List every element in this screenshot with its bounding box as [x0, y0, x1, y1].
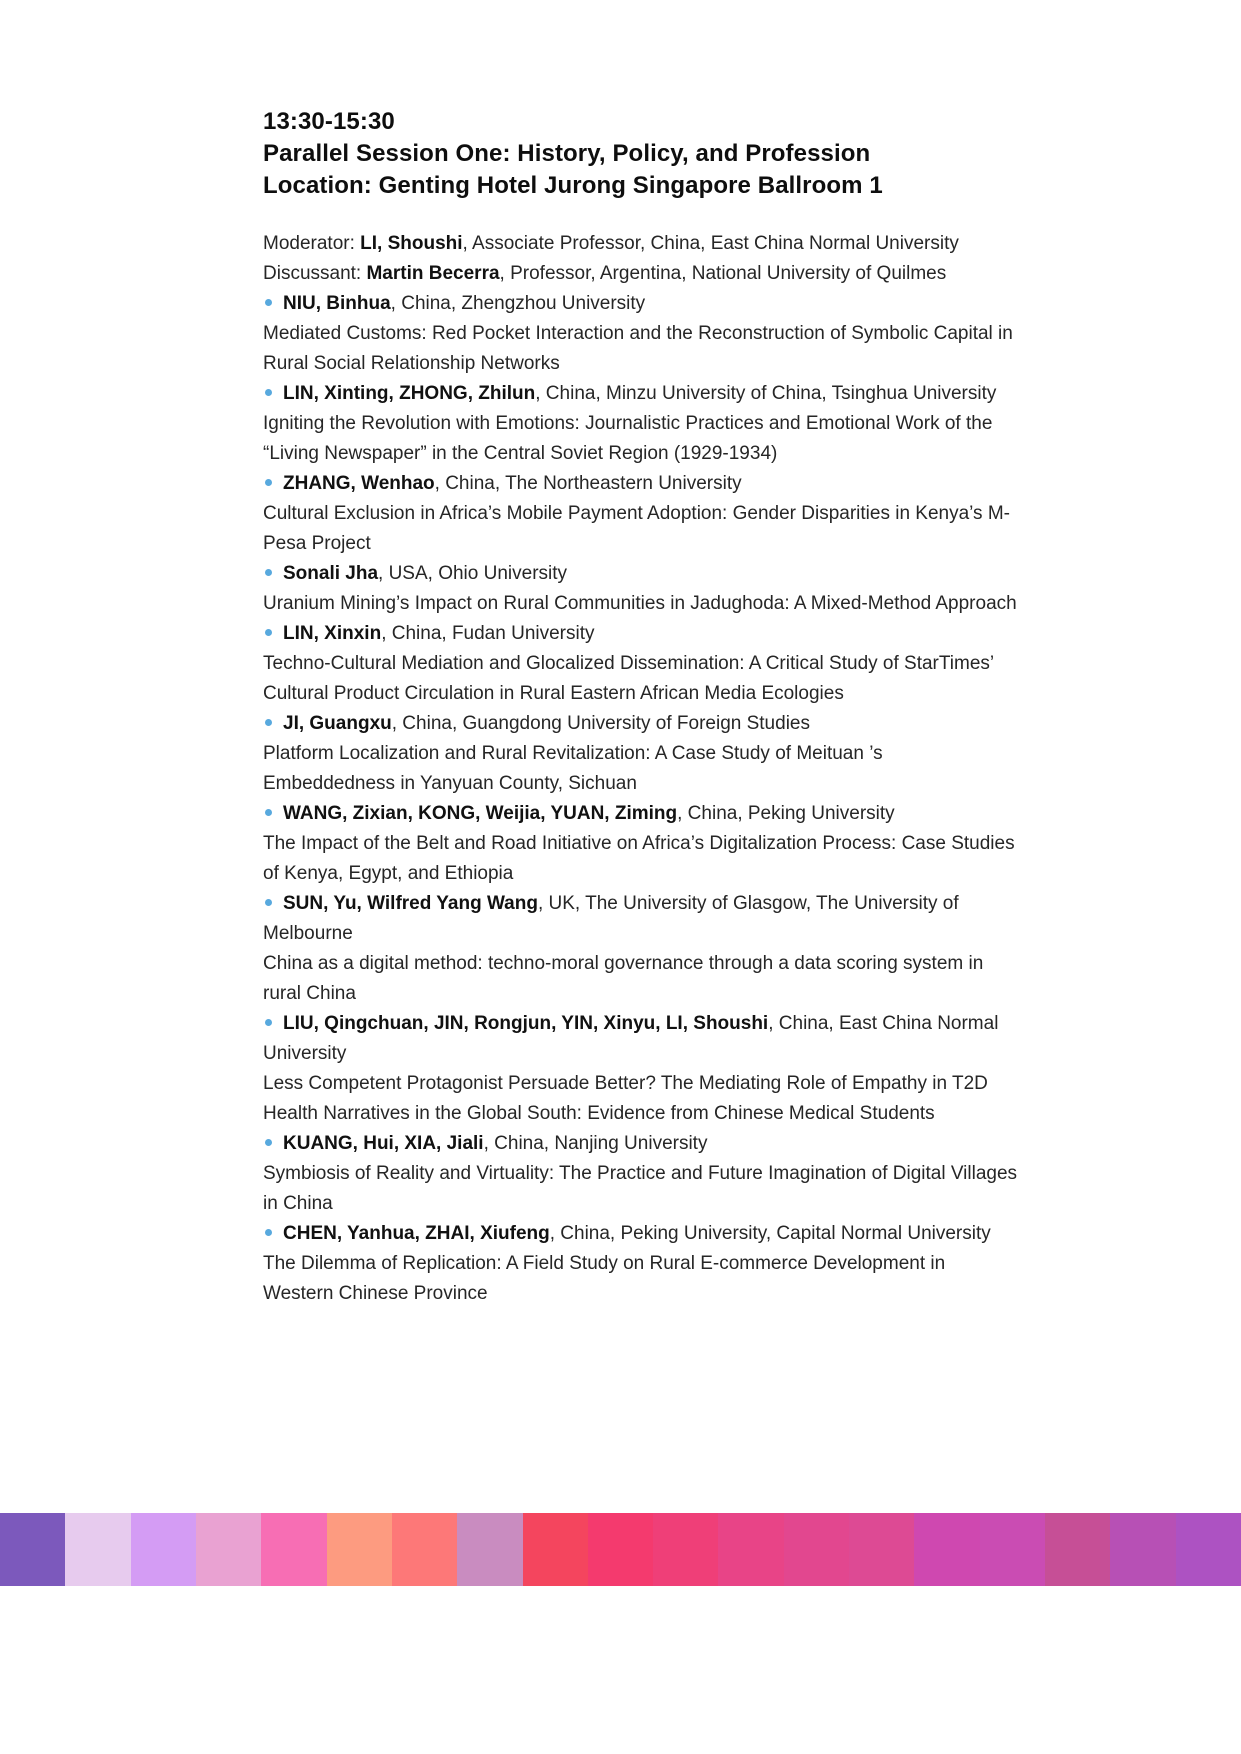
- presentation-authors-line: [263, 559, 1018, 589]
- session-header: [263, 106, 1018, 202]
- stripe-segment: [327, 1513, 392, 1586]
- stripe-segment: [65, 1513, 130, 1586]
- presentation-authors-line: [263, 289, 1018, 319]
- presentation-authors-line: [263, 1129, 1018, 1159]
- person-details: , Professor, Argentina, National University of Quilmes: [499, 263, 947, 284]
- presentation-title: Uranium Mining’s Impact on Rural Communities in Jadughoda: A Mixed-Method Approach: [263, 593, 1017, 614]
- bullet-icon: [265, 569, 272, 576]
- session-location: Location: Genting Hotel Jurong Singapore Ballroom 1: [263, 172, 883, 199]
- presentation-authors-line: [263, 379, 1018, 409]
- presentation-affiliation: , China, Zhengzhou University: [390, 293, 646, 314]
- session-body: [263, 229, 1018, 1309]
- presentation-item: [263, 799, 1018, 889]
- bullet-icon: [265, 1019, 272, 1026]
- stripe-segment: [849, 1513, 914, 1586]
- session-person-line: [263, 259, 1018, 289]
- presentation-authors: NIU, Binhua: [283, 293, 391, 314]
- presentation-authors-line: [263, 889, 1018, 949]
- presentation-authors: WANG, Zixian, KONG, Weijia, YUAN, Ziming: [283, 803, 678, 824]
- stripe-segment: [588, 1513, 653, 1586]
- presentation-affiliation: , China, Minzu University of China, Tsinghua University: [535, 383, 997, 404]
- presentation-authors: LIU, Qingchuan, JIN, Rongjun, YIN, Xinyu, LI, Shoushi: [283, 1013, 769, 1034]
- presentation-title: Cultural Exclusion in Africa’s Mobile Payment Adoption: Gender Disparities in Kenya’s M-Pesa Project: [263, 503, 1010, 554]
- stripe-segment: [1176, 1513, 1241, 1586]
- presentation-authors-line: [263, 799, 1018, 829]
- stripe-segment: [392, 1513, 457, 1586]
- presentation-item: [263, 1129, 1018, 1219]
- presentation-authors: ZHANG, Wenhao: [283, 473, 435, 494]
- presentation-item: [263, 469, 1018, 559]
- presentation-affiliation: , China, Guangdong University of Foreign Studies: [391, 713, 810, 734]
- presentation-item: [263, 1009, 1018, 1129]
- presentation-item: [263, 379, 1018, 469]
- presentation-authors: LIN, Xinting, ZHONG, Zhilun: [283, 383, 536, 404]
- bullet-icon: [265, 1139, 272, 1146]
- bullet-icon: [265, 299, 272, 306]
- bullet-icon: [265, 479, 272, 486]
- presentation-affiliation: , UK, The University of Glasgow, The University of Melbourne: [263, 893, 959, 944]
- stripe-segment: [718, 1513, 783, 1586]
- presentation-item: [263, 619, 1018, 709]
- stripe-segment: [914, 1513, 979, 1586]
- presentation-authors: SUN, Yu, Wilfred Yang Wang: [283, 893, 538, 914]
- presentation-affiliation: , China, Fudan University: [381, 623, 595, 644]
- presentation-authors-line: [263, 469, 1018, 499]
- person-name: LI, Shoushi: [360, 233, 463, 254]
- bullet-icon: [265, 809, 272, 816]
- stripe-segment: [980, 1513, 1045, 1586]
- presentation-item: [263, 559, 1018, 619]
- presentation-affiliation: , China, Peking University, Capital Normal University: [549, 1223, 991, 1244]
- presentation-title: Less Competent Protagonist Persuade Better? The Mediating Role of Empathy in T2D Health Narratives in the Global South: Evidence from Chinese Medical Students: [263, 1073, 988, 1124]
- presentation-authors-line: [263, 1009, 1018, 1069]
- bullet-icon: [265, 389, 272, 396]
- presentation-affiliation: , China, East China Normal University: [263, 1013, 999, 1064]
- stripe-segment: [261, 1513, 326, 1586]
- person-name: Martin Becerra: [366, 263, 500, 284]
- presentation-authors: JI, Guangxu: [283, 713, 392, 734]
- presentation-title: Techno-Cultural Mediation and Glocalized Dissemination: A Critical Study of StarTimes’ Cultural Product Circulation in Rural Eastern African Media Ecologies: [263, 653, 994, 704]
- stripe-segment: [523, 1513, 588, 1586]
- presentation-title: China as a digital method: techno-moral governance through a data scoring system in rural China: [263, 953, 984, 1004]
- presentation-authors-line: [263, 619, 1018, 649]
- presentation-title: Mediated Customs: Red Pocket Interaction and the Reconstruction of Symbolic Capital in Rural Social Relationship Networks: [263, 323, 1013, 374]
- bullet-icon: [265, 629, 272, 636]
- presentation-affiliation: , USA, Ohio University: [378, 563, 568, 584]
- stripe-segment: [653, 1513, 718, 1586]
- presentation-item: [263, 1219, 1018, 1309]
- presentation-title: The Dilemma of Replication: A Field Study on Rural E-commerce Development in Western Chinese Province: [263, 1253, 946, 1304]
- person-details: , Associate Professor, China, East China Normal University: [462, 233, 959, 254]
- presentation-item: [263, 889, 1018, 1009]
- session-people: [263, 229, 1018, 289]
- page-content: [263, 106, 1018, 1309]
- presentation-title: Igniting the Revolution with Emotions: Journalistic Practices and Emotional Work of the “Living Newspaper” in the Central Soviet Region (1929-1934): [263, 413, 993, 464]
- person-role: Discussant:: [263, 263, 367, 284]
- stripe-segment: [457, 1513, 522, 1586]
- bullet-icon: [265, 719, 272, 726]
- bullet-icon: [265, 899, 272, 906]
- presentation-authors-line: [263, 709, 1018, 739]
- presentation-authors: KUANG, Hui, XIA, Jiali: [283, 1133, 484, 1154]
- session-time: 13:30-15:30: [263, 108, 395, 135]
- presentation-authors: LIN, Xinxin: [283, 623, 382, 644]
- presentation-affiliation: , China, The Northeastern University: [434, 473, 742, 494]
- presentation-authors: CHEN, Yanhua, ZHAI, Xiufeng: [283, 1223, 550, 1244]
- stripe-segment: [196, 1513, 261, 1586]
- presentation-affiliation: , China, Peking University: [677, 803, 895, 824]
- presentation-authors-line: [263, 1219, 1018, 1249]
- stripe-segment: [131, 1513, 196, 1586]
- presentation-list: [263, 289, 1018, 1309]
- presentation-item: [263, 709, 1018, 799]
- presentation-authors: Sonali Jha: [283, 563, 379, 584]
- stripe-segment: [0, 1513, 65, 1586]
- stripe-segment: [784, 1513, 849, 1586]
- person-role: Moderator:: [263, 233, 361, 254]
- session-title: Parallel Session One: History, Policy, and Profession: [263, 140, 871, 167]
- presentation-item: [263, 289, 1018, 379]
- presentation-title: The Impact of the Belt and Road Initiative on Africa’s Digitalization Process: Case Studies of Kenya, Egypt, and Ethiopia: [263, 833, 1015, 884]
- stripe-segment: [1110, 1513, 1175, 1586]
- footer-color-stripe: [0, 1513, 1241, 1586]
- stripe-segment: [1045, 1513, 1110, 1586]
- session-person-line: [263, 229, 1018, 259]
- presentation-affiliation: , China, Nanjing University: [483, 1133, 708, 1154]
- bullet-icon: [265, 1229, 272, 1236]
- presentation-title: Symbiosis of Reality and Virtuality: The Practice and Future Imagination of Digital Villages in China: [263, 1163, 1018, 1214]
- presentation-title: Platform Localization and Rural Revitalization: A Case Study of Meituan ’s Embeddedness in Yanyuan County, Sichuan: [263, 743, 883, 794]
